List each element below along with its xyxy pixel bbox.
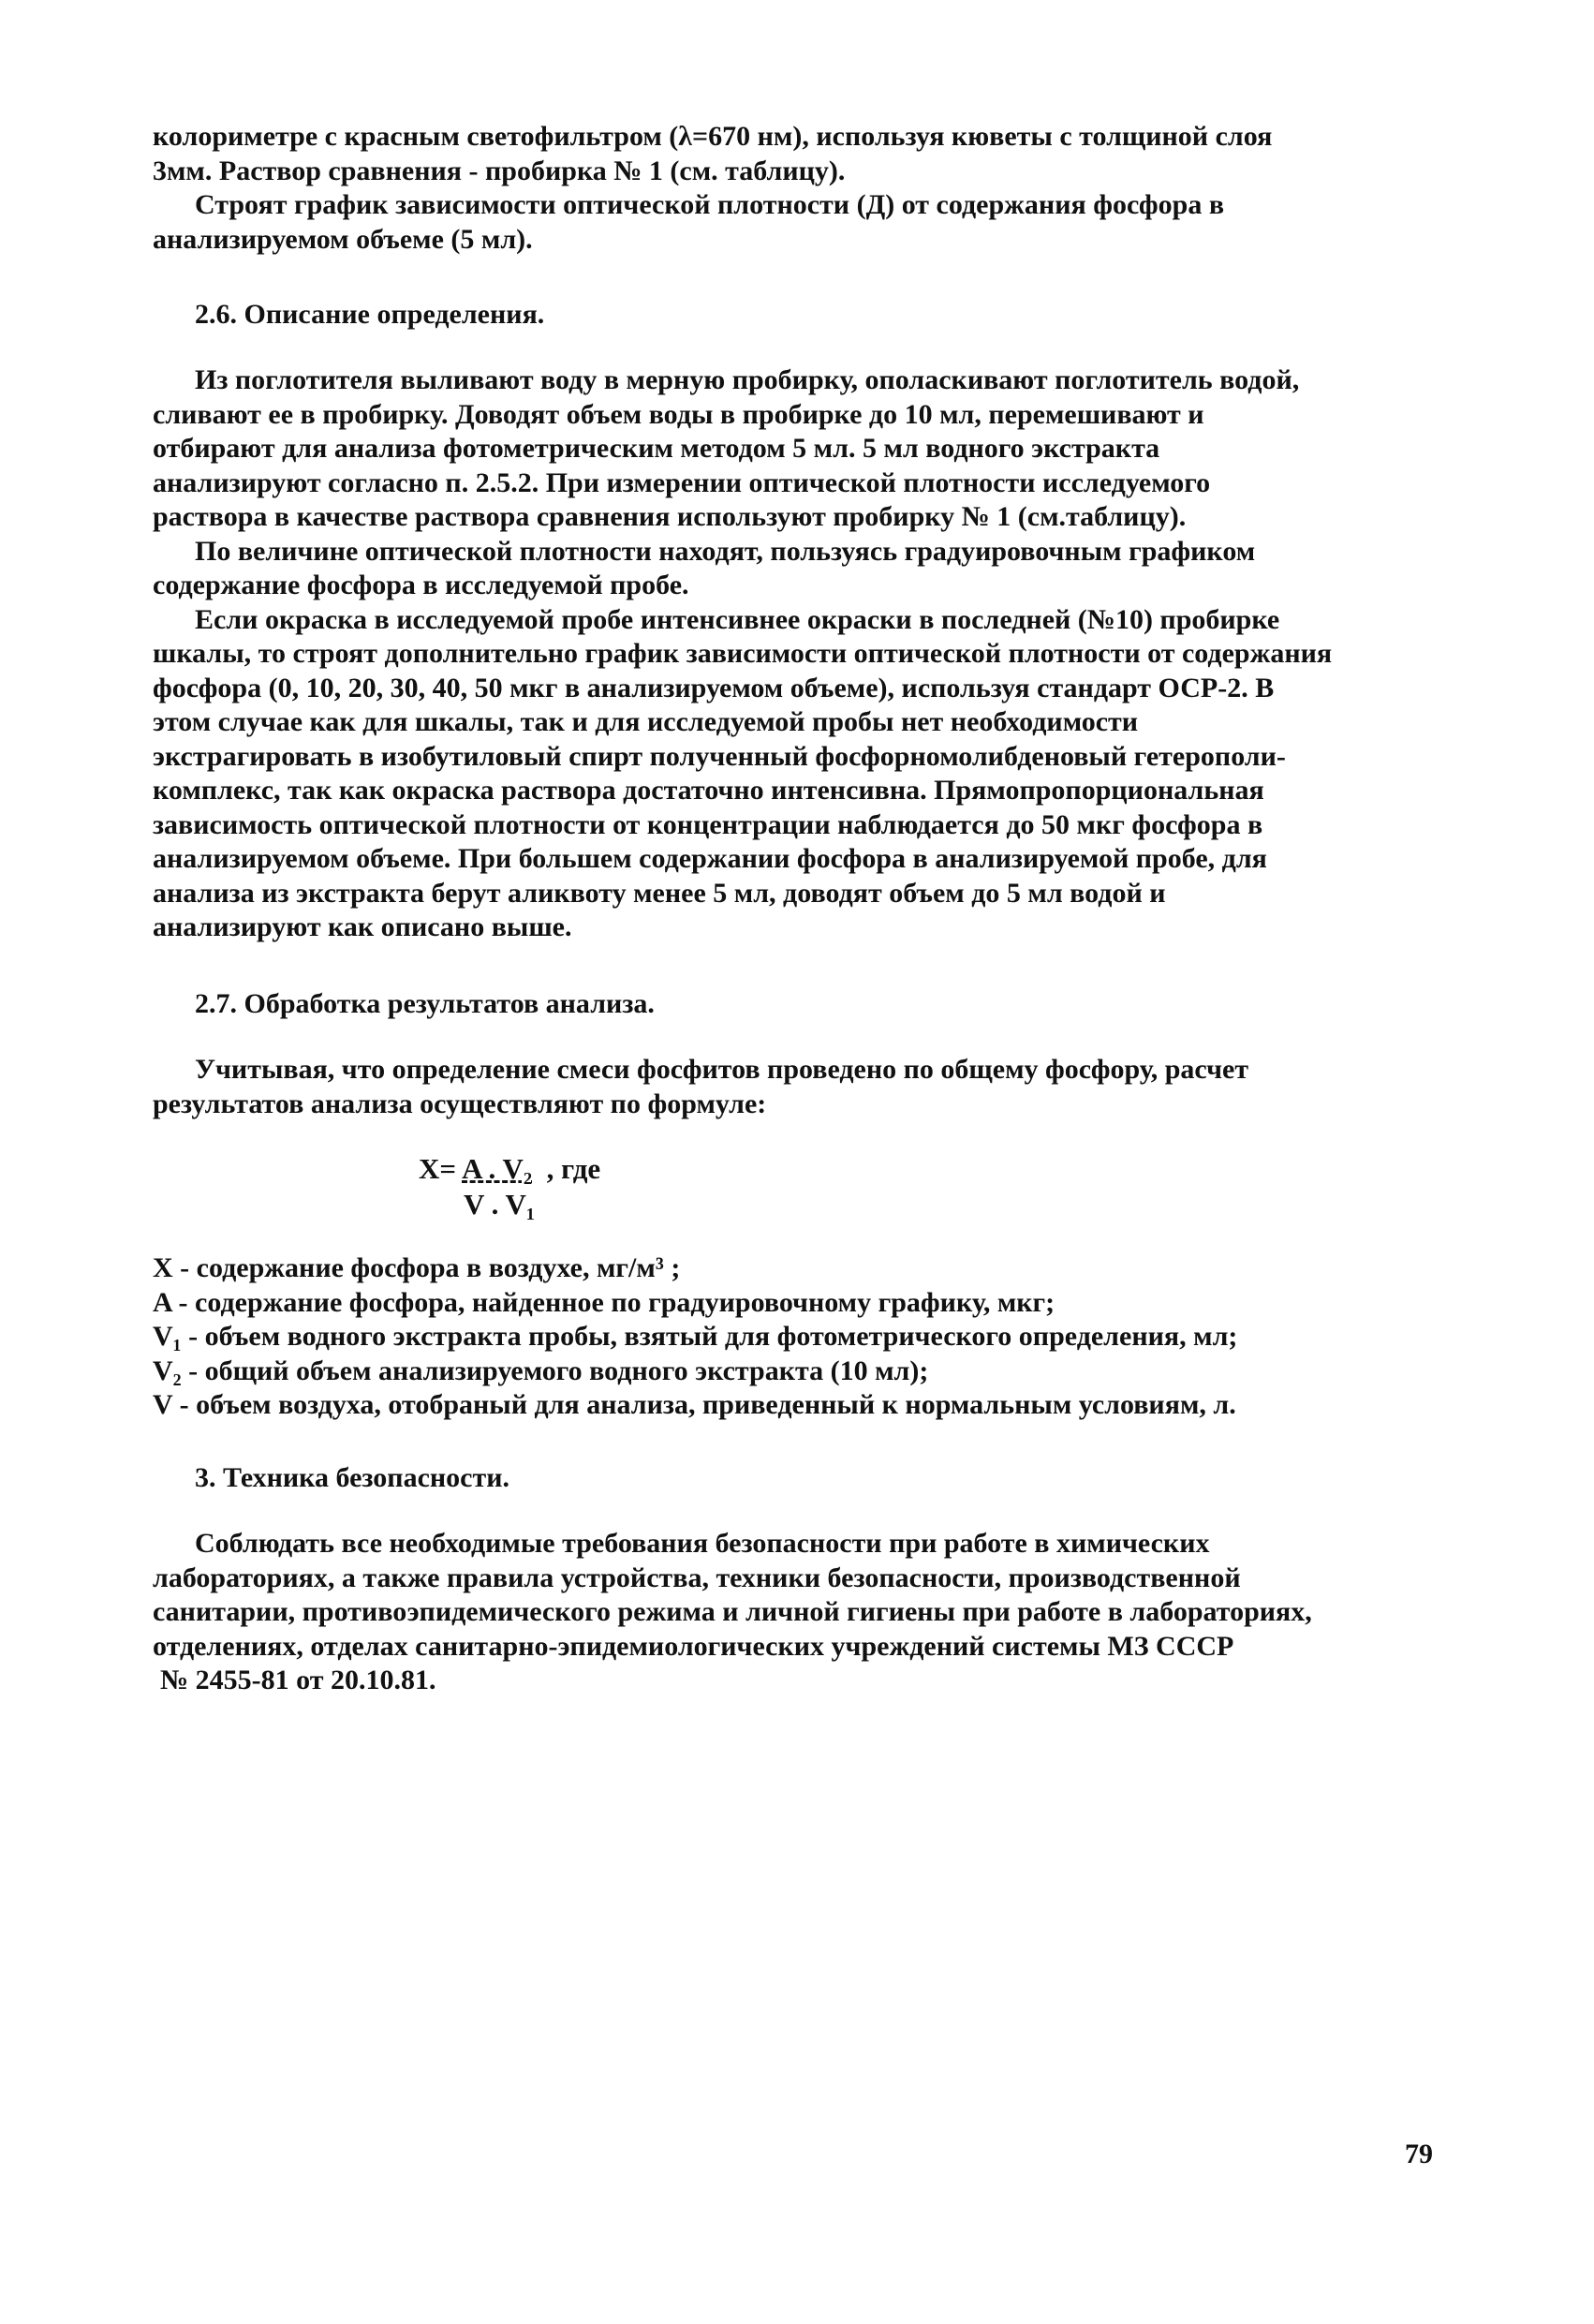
text-line: санитарии, противоэпидемического режима и личной гигиены при работе в лабораториях, [153,1596,1312,1627]
section-heading-2-7 [153,987,1445,1022]
definition-line: A - содержание фосфора, найденное по градуировочному графику, мкг; [153,1286,1055,1318]
text-line: результатов анализа осуществляют по формуле: [153,1088,767,1119]
heading-text: 2.6. Описание определения. [195,299,545,330]
text-line: экстрагировать в изобутиловый спирт полученный фосфорномолибденовый гетерополи- [153,740,1286,772]
text-line: № 2455-81 от 20.10.81. [160,1665,436,1695]
text-line: Строят график зависимости оптической плотности (Д) от содержания фосфора в [195,189,1225,220]
page-number: 79 [1405,2139,1433,2169]
heading-text: 3. Техника безопасности. [195,1462,510,1493]
formula-suffix: , где [546,1152,601,1185]
section-heading-2-6 [153,298,1445,333]
formula-lhs: X= [419,1152,457,1185]
text-line: отбирают для анализа фотометрическим методом 5 мл. 5 мл водного экстракта [153,433,1160,464]
text-line: Если окраска в исследуемой пробе интенсивнее окраски в последней (№10) пробирке [195,603,1280,635]
definition-line: V₁ - объем водного экстракта пробы, взятый для фотометрического определения, мл; [153,1321,1238,1352]
text-line: комплекс, так как окраска раствора достаточно интенсивна. Прямопропорциональная [153,775,1264,806]
text-line: Соблюдать все необходимые требования безопасности при работе в химических [195,1528,1210,1559]
text-line: 3мм. Раствор сравнения - пробирка № 1 (см. таблицу). [153,155,846,186]
text-line: По величине оптической плотности находят, пользуясь градуировочным графиком [195,535,1256,567]
text-line: фосфора (0, 10, 20, 30, 40, 50 мкг в анализируемом объеме), используя стандарт ОСР-2. В [153,672,1275,703]
text-line: анализируют как описано выше. [153,911,572,942]
text-line: Учитывая, что определение смеси фосфитов проведено по общему фосфору, расчет [195,1054,1249,1085]
text-line: раствора в качестве раствора сравнения используют пробирку № 1 (см.таблицу). [153,501,1187,532]
text-line: отделениях, отделах санитарно-эпидемиологических учреждений системы МЗ СССР [153,1630,1234,1662]
text-line: сливают ее в пробирку. Доводят объем воды в пробирке до 10 мл, перемешивают и [153,398,1204,430]
text-line: анализируемом объеме (5 мл). [153,223,533,255]
text-line: анализируют согласно п. 2.5.2. При измерении оптической плотности исследуемого [153,466,1211,498]
paragraph-colorimeter [153,120,1445,257]
definition-line: V₂ - общий объем анализируемого водного экстракта (10 мл); [153,1354,929,1386]
definition-line: V - объем воздуха, отобраный для анализа, приведенный к нормальным условиям, л. [153,1389,1236,1420]
text-line: анализируемом объеме. При большем содержании фосфора в анализируемой пробе, для [153,843,1267,874]
text-line: колориметре с красным светофильтром (λ=670 нм), используя кюветы с толщиной слоя [153,121,1273,152]
variable-definitions [153,1251,1445,1423]
text-line: шкалы, то строят дополнительно график зависимости оптической плотности от содержания [153,638,1333,669]
text-line: содержание фосфора в исследуемой пробе. [153,570,689,600]
paragraph-calculation [153,1053,1445,1121]
heading-text: 2.7. Обработка результатов анализа. [195,988,655,1019]
definition-line: X - содержание фосфора в воздухе, мг/м³ ; [153,1252,681,1283]
formula-denominator: V . V₁ [464,1188,536,1221]
formula-numerator: A . V₂ [462,1152,533,1185]
section-heading-3 [153,1461,1445,1496]
paragraph-description [153,363,1445,945]
text-line: этом случае как для шкалы, так и для исследуемой пробы нет необходимости [153,706,1139,737]
text-line: лабораториях, а также правила устройства, техники безопасности, производственной [153,1562,1241,1593]
paragraph-safety [153,1527,1445,1698]
text-line: анализа из экстракта берут аликвоту менее 5 мл, доводят объем до 5 мл водой и [153,877,1166,909]
text-line: зависимость оптической плотности от концентрации наблюдается до 50 мкг фосфора в [153,808,1263,840]
text-line: Из поглотителя выливают воду в мерную пробирку, ополаскивают поглотитель водой, [195,364,1300,395]
formula-top-row [419,1152,600,1186]
